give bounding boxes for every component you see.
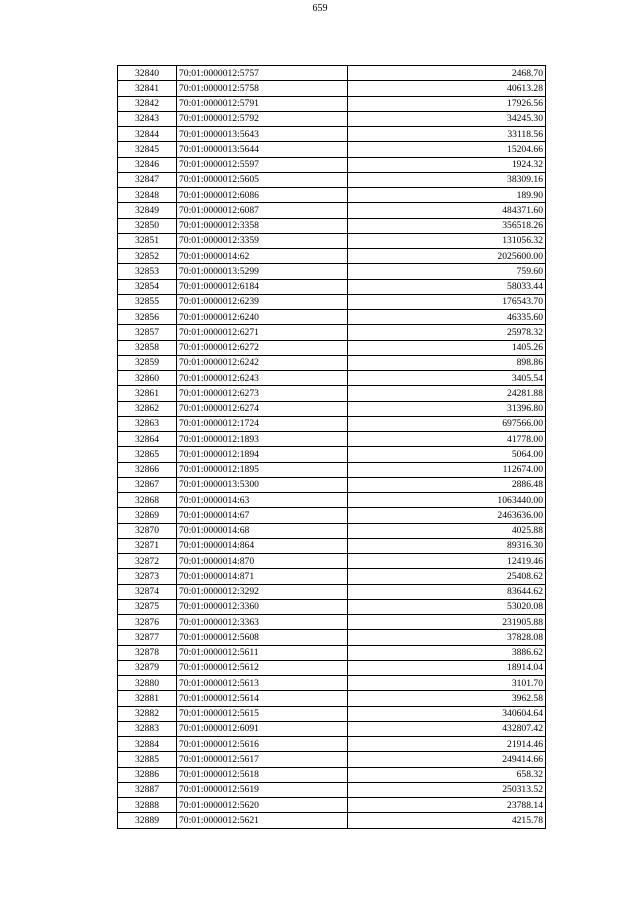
value-cell: 484371.60 [348, 203, 546, 218]
row-number-cell: 32850 [118, 218, 177, 233]
value-cell: 46335.60 [348, 310, 546, 325]
row-number-cell: 32863 [118, 416, 177, 431]
value-cell: 3962.58 [348, 691, 546, 706]
table-row [118, 493, 546, 508]
registry-table [117, 65, 546, 829]
row-number-cell: 32846 [118, 157, 177, 172]
table-row [118, 538, 546, 553]
table-row [118, 249, 546, 264]
row-number-cell: 32854 [118, 279, 177, 294]
row-number-cell: 32876 [118, 615, 177, 630]
value-cell: 697566.00 [348, 416, 546, 431]
value-cell: 112674.00 [348, 462, 546, 477]
cadastral-number-cell: 70:01:0000013:5643 [177, 127, 348, 142]
value-cell: 1405.26 [348, 340, 546, 355]
value-cell: 38309.16 [348, 172, 546, 187]
value-cell: 759.60 [348, 264, 546, 279]
table-row [118, 294, 546, 309]
table-row [118, 96, 546, 111]
row-number-cell: 32844 [118, 127, 177, 142]
cadastral-number-cell: 70:01:0000012:6091 [177, 721, 348, 736]
cadastral-number-cell: 70:01:0000012:3360 [177, 599, 348, 614]
cadastral-number-cell: 70:01:0000013:5300 [177, 477, 348, 492]
table-row [118, 615, 546, 630]
cadastral-number-cell: 70:01:0000012:6239 [177, 294, 348, 309]
table-row [118, 523, 546, 538]
row-number-cell: 32845 [118, 142, 177, 157]
row-number-cell: 32874 [118, 584, 177, 599]
cadastral-number-cell: 70:01:0000012:6243 [177, 371, 348, 386]
row-number-cell: 32882 [118, 706, 177, 721]
cadastral-number-cell: 70:01:0000014:870 [177, 554, 348, 569]
cadastral-number-cell: 70:01:0000013:5299 [177, 264, 348, 279]
cadastral-number-cell: 70:01:0000014:864 [177, 538, 348, 553]
value-cell: 18914.04 [348, 660, 546, 675]
row-number-cell: 32848 [118, 188, 177, 203]
cadastral-number-cell: 70:01:0000014:68 [177, 523, 348, 538]
value-cell: 31396.80 [348, 401, 546, 416]
cadastral-number-cell: 70:01:0000012:5791 [177, 96, 348, 111]
row-number-cell: 32856 [118, 310, 177, 325]
value-cell: 4215.78 [348, 813, 546, 828]
row-number-cell: 32849 [118, 203, 177, 218]
value-cell: 3405.54 [348, 371, 546, 386]
value-cell: 23788.14 [348, 798, 546, 813]
cadastral-number-cell: 70:01:0000012:6087 [177, 203, 348, 218]
value-cell: 2463636.00 [348, 508, 546, 523]
table-row [118, 172, 546, 187]
table-row [118, 477, 546, 492]
value-cell: 2025600.00 [348, 249, 546, 264]
cadastral-number-cell: 70:01:0000012:5597 [177, 157, 348, 172]
row-number-cell: 32875 [118, 599, 177, 614]
row-number-cell: 32841 [118, 81, 177, 96]
row-number-cell: 32865 [118, 447, 177, 462]
value-cell: 15204.66 [348, 142, 546, 157]
table-row [118, 401, 546, 416]
table-row [118, 157, 546, 172]
row-number-cell: 32880 [118, 676, 177, 691]
row-number-cell: 32858 [118, 340, 177, 355]
cadastral-number-cell: 70:01:0000012:5618 [177, 767, 348, 782]
row-number-cell: 32852 [118, 249, 177, 264]
table-row [118, 782, 546, 797]
cadastral-number-cell: 70:01:0000012:5617 [177, 752, 348, 767]
table-row [118, 599, 546, 614]
cadastral-number-cell: 70:01:0000012:5620 [177, 798, 348, 813]
row-number-cell: 32862 [118, 401, 177, 416]
value-cell: 53020.08 [348, 599, 546, 614]
row-number-cell: 32887 [118, 782, 177, 797]
row-number-cell: 32857 [118, 325, 177, 340]
cadastral-number-cell: 70:01:0000012:3292 [177, 584, 348, 599]
table-row [118, 721, 546, 736]
row-number-cell: 32867 [118, 477, 177, 492]
table-row [118, 752, 546, 767]
row-number-cell: 32872 [118, 554, 177, 569]
row-number-cell: 32843 [118, 111, 177, 126]
row-number-cell: 32879 [118, 660, 177, 675]
table-row [118, 127, 546, 142]
table-row [118, 355, 546, 370]
table-row [118, 203, 546, 218]
value-cell: 432807.42 [348, 721, 546, 736]
value-cell: 5064.00 [348, 447, 546, 462]
table-row [118, 66, 546, 81]
value-cell: 1063440.00 [348, 493, 546, 508]
row-number-cell: 32859 [118, 355, 177, 370]
cadastral-number-cell: 70:01:0000012:1895 [177, 462, 348, 477]
row-number-cell: 32868 [118, 493, 177, 508]
value-cell: 176543.70 [348, 294, 546, 309]
cadastral-number-cell: 70:01:0000012:6274 [177, 401, 348, 416]
table-row [118, 432, 546, 447]
row-number-cell: 32873 [118, 569, 177, 584]
cadastral-number-cell: 70:01:0000014:62 [177, 249, 348, 264]
cadastral-number-cell: 70:01:0000012:6271 [177, 325, 348, 340]
table-row [118, 554, 546, 569]
value-cell: 2468.70 [348, 66, 546, 81]
cadastral-number-cell: 70:01:0000012:6273 [177, 386, 348, 401]
cadastral-number-cell: 70:01:0000012:5621 [177, 813, 348, 828]
cadastral-number-cell: 70:01:0000014:63 [177, 493, 348, 508]
value-cell: 25408.62 [348, 569, 546, 584]
value-cell: 2886.48 [348, 477, 546, 492]
row-number-cell: 32881 [118, 691, 177, 706]
row-number-cell: 32878 [118, 645, 177, 660]
row-number-cell: 32869 [118, 508, 177, 523]
table-row [118, 676, 546, 691]
row-number-cell: 32884 [118, 737, 177, 752]
cadastral-number-cell: 70:01:0000012:6272 [177, 340, 348, 355]
row-number-cell: 32888 [118, 798, 177, 813]
cadastral-number-cell: 70:01:0000012:5757 [177, 66, 348, 81]
table-row [118, 416, 546, 431]
registry-table-body [118, 66, 546, 829]
value-cell: 24281.88 [348, 386, 546, 401]
cadastral-number-cell: 70:01:0000012:6242 [177, 355, 348, 370]
cadastral-number-cell: 70:01:0000012:6184 [177, 279, 348, 294]
row-number-cell: 32885 [118, 752, 177, 767]
value-cell: 131056.32 [348, 233, 546, 248]
cadastral-number-cell: 70:01:0000012:5614 [177, 691, 348, 706]
table-row [118, 142, 546, 157]
value-cell: 340604.64 [348, 706, 546, 721]
cadastral-number-cell: 70:01:0000012:5605 [177, 172, 348, 187]
table-row [118, 111, 546, 126]
value-cell: 189.90 [348, 188, 546, 203]
cadastral-number-cell: 70:01:0000012:5792 [177, 111, 348, 126]
value-cell: 12419.46 [348, 554, 546, 569]
table-row [118, 386, 546, 401]
value-cell: 40613.28 [348, 81, 546, 96]
cadastral-number-cell: 70:01:0000012:1894 [177, 447, 348, 462]
value-cell: 4025.88 [348, 523, 546, 538]
row-number-cell: 32840 [118, 66, 177, 81]
table-row [118, 462, 546, 477]
page-number: 659 [312, 3, 328, 14]
table-row [118, 340, 546, 355]
table-row [118, 660, 546, 675]
table-row [118, 371, 546, 386]
table-row [118, 264, 546, 279]
table-row [118, 645, 546, 660]
row-number-cell: 32847 [118, 172, 177, 187]
row-number-cell: 32855 [118, 294, 177, 309]
row-number-cell: 32842 [118, 96, 177, 111]
value-cell: 41778.00 [348, 432, 546, 447]
cadastral-number-cell: 70:01:0000014:871 [177, 569, 348, 584]
row-number-cell: 32889 [118, 813, 177, 828]
cadastral-number-cell: 70:01:0000012:3363 [177, 615, 348, 630]
value-cell: 3101.70 [348, 676, 546, 691]
table-row [118, 767, 546, 782]
cadastral-number-cell: 70:01:0000012:3359 [177, 233, 348, 248]
value-cell: 21914.46 [348, 737, 546, 752]
cadastral-number-cell: 70:01:0000012:5608 [177, 630, 348, 645]
row-number-cell: 32870 [118, 523, 177, 538]
cadastral-number-cell: 70:01:0000014:67 [177, 508, 348, 523]
value-cell: 34245.30 [348, 111, 546, 126]
value-cell: 17926.56 [348, 96, 546, 111]
table-row [118, 233, 546, 248]
table-row [118, 813, 546, 828]
table-row [118, 447, 546, 462]
value-cell: 58033.44 [348, 279, 546, 294]
value-cell: 250313.52 [348, 782, 546, 797]
row-number-cell: 32866 [118, 462, 177, 477]
cadastral-number-cell: 70:01:0000012:5611 [177, 645, 348, 660]
table-row [118, 798, 546, 813]
value-cell: 249414.66 [348, 752, 546, 767]
table-row [118, 737, 546, 752]
row-number-cell: 32860 [118, 371, 177, 386]
value-cell: 658.32 [348, 767, 546, 782]
value-cell: 3886.62 [348, 645, 546, 660]
table-row [118, 691, 546, 706]
cadastral-number-cell: 70:01:0000012:6086 [177, 188, 348, 203]
table-row [118, 584, 546, 599]
cadastral-number-cell: 70:01:0000012:5619 [177, 782, 348, 797]
value-cell: 89316.30 [348, 538, 546, 553]
table-row [118, 630, 546, 645]
value-cell: 231905.88 [348, 615, 546, 630]
table-row [118, 569, 546, 584]
cadastral-number-cell: 70:01:0000012:3358 [177, 218, 348, 233]
row-number-cell: 32864 [118, 432, 177, 447]
row-number-cell: 32853 [118, 264, 177, 279]
row-number-cell: 32851 [118, 233, 177, 248]
table-row [118, 325, 546, 340]
table-row [118, 310, 546, 325]
cadastral-number-cell: 70:01:0000012:5758 [177, 81, 348, 96]
table-row [118, 706, 546, 721]
value-cell: 898.86 [348, 355, 546, 370]
value-cell: 33118.56 [348, 127, 546, 142]
cadastral-number-cell: 70:01:0000012:5616 [177, 737, 348, 752]
row-number-cell: 32886 [118, 767, 177, 782]
cadastral-number-cell: 70:01:0000013:5644 [177, 142, 348, 157]
cadastral-number-cell: 70:01:0000012:6240 [177, 310, 348, 325]
table-row [118, 188, 546, 203]
cadastral-number-cell: 70:01:0000012:5615 [177, 706, 348, 721]
value-cell: 83644.62 [348, 584, 546, 599]
value-cell: 1924.32 [348, 157, 546, 172]
value-cell: 37828.08 [348, 630, 546, 645]
table-row [118, 218, 546, 233]
cadastral-number-cell: 70:01:0000012:5613 [177, 676, 348, 691]
value-cell: 356518.26 [348, 218, 546, 233]
cadastral-number-cell: 70:01:0000012:1724 [177, 416, 348, 431]
table-row [118, 81, 546, 96]
cadastral-number-cell: 70:01:0000012:1893 [177, 432, 348, 447]
cadastral-number-cell: 70:01:0000012:5612 [177, 660, 348, 675]
row-number-cell: 32877 [118, 630, 177, 645]
row-number-cell: 32871 [118, 538, 177, 553]
table-row [118, 508, 546, 523]
row-number-cell: 32883 [118, 721, 177, 736]
value-cell: 25978.32 [348, 325, 546, 340]
row-number-cell: 32861 [118, 386, 177, 401]
table-row [118, 279, 546, 294]
